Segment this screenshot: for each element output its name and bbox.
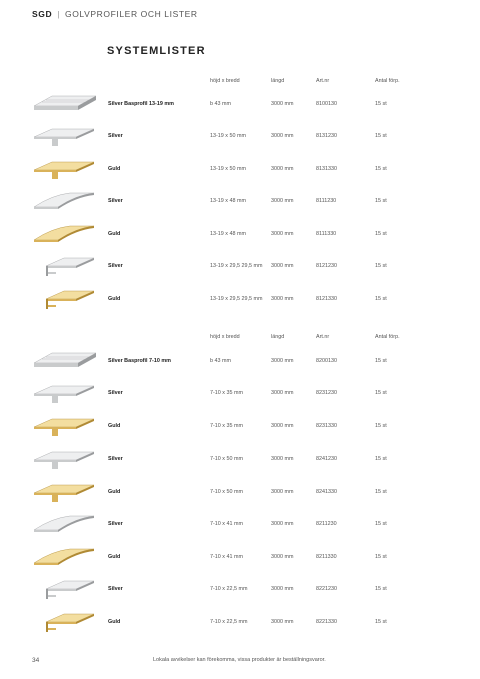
product-length: 3000 mm: [271, 296, 294, 302]
product-article-number: 8131330: [316, 166, 337, 172]
product-article-number: 8121330: [316, 296, 337, 302]
page-header: [32, 9, 198, 19]
product-name: Silver Basprofil 13-19 mm: [108, 101, 174, 107]
product-length: 3000 mm: [271, 263, 294, 269]
product-quantity: 15 st: [375, 296, 387, 302]
product-name: Guld: [108, 619, 121, 625]
product-quantity: 15 st: [375, 263, 387, 269]
product-quantity: 15 st: [375, 489, 387, 495]
product-quantity: 15 st: [375, 198, 387, 204]
product-dimensions: 7-10 x 50 mm: [210, 456, 243, 462]
product-article-number: 8241230: [316, 456, 337, 462]
table-row: [0, 517, 480, 531]
table-row: [0, 354, 480, 368]
product-dimensions: 7-10 x 41 mm: [210, 554, 243, 560]
product-name: Guld: [108, 231, 121, 237]
product-length: 3000 mm: [271, 586, 294, 592]
product-quantity: 15 st: [375, 390, 387, 396]
table-row: [0, 259, 480, 273]
product-name: Silver: [108, 133, 123, 139]
product-length: 3000 mm: [271, 231, 294, 237]
header-separator: |: [57, 9, 61, 19]
product-article-number: 8121230: [316, 263, 337, 269]
column-header-dimensions: höjd x bredd: [210, 78, 240, 84]
column-header-quantity: Antal förp.: [375, 334, 400, 340]
product-article-number: 8100130: [316, 101, 337, 107]
product-dimensions: 7-10 x 41 mm: [210, 521, 243, 527]
product-article-number: 8111230: [316, 198, 337, 204]
table-row: [0, 419, 480, 433]
product-quantity: 15 st: [375, 133, 387, 139]
product-length: 3000 mm: [271, 489, 294, 495]
column-header-article: Art.nr: [316, 334, 330, 340]
product-dimensions: b 43 mm: [210, 358, 231, 364]
page-title: SYSTEMLISTER: [107, 45, 206, 57]
column-header-length: längd: [271, 334, 285, 340]
table-row: [0, 550, 480, 564]
product-article-number: 8131230: [316, 133, 337, 139]
table-row: [0, 582, 480, 596]
column-header-dimensions: höjd x bredd: [210, 334, 240, 340]
product-name: Silver: [108, 521, 123, 527]
product-dimensions: 13-19 x 50 mm: [210, 133, 246, 139]
table-row: [0, 452, 480, 466]
product-quantity: 15 st: [375, 101, 387, 107]
product-name: Silver: [108, 390, 123, 396]
footer-note: Lokala avvikelser kan förekomma, vissa produkter är beställningsvaror.: [153, 657, 326, 663]
product-article-number: 8211230: [316, 521, 337, 527]
product-dimensions: 13-19 x 29,5 29,5 mm: [210, 263, 263, 269]
product-dimensions: 7-10 x 35 mm: [210, 390, 243, 396]
table-row: [0, 194, 480, 208]
table-row: [0, 386, 480, 400]
product-dimensions: 13-19 x 50 mm: [210, 166, 246, 172]
product-name: Guld: [108, 489, 121, 495]
product-quantity: 15 st: [375, 358, 387, 364]
product-article-number: 8111330: [316, 231, 337, 237]
product-name: Silver: [108, 456, 123, 462]
product-dimensions: 13-19 x 48 mm: [210, 231, 246, 237]
product-article-number: 8231230: [316, 390, 337, 396]
table-row: [0, 162, 480, 176]
column-header-length: längd: [271, 78, 285, 84]
product-article-number: 8211330: [316, 554, 337, 560]
product-length: 3000 mm: [271, 423, 294, 429]
product-dimensions: 7-10 x 22,5 mm: [210, 586, 248, 592]
page-number: 34: [32, 657, 40, 664]
table-row: [0, 97, 480, 111]
column-header-quantity: Antal förp.: [375, 78, 400, 84]
product-article-number: 8221230: [316, 586, 337, 592]
product-length: 3000 mm: [271, 101, 294, 107]
product-name: Silver: [108, 198, 123, 204]
product-name: Silver Basprofil 7-10 mm: [108, 358, 171, 364]
product-length: 3000 mm: [271, 456, 294, 462]
product-quantity: 15 st: [375, 166, 387, 172]
product-name: Guld: [108, 423, 121, 429]
product-length: 3000 mm: [271, 554, 294, 560]
product-name: Guld: [108, 554, 121, 560]
product-length: 3000 mm: [271, 166, 294, 172]
product-length: 3000 mm: [271, 133, 294, 139]
product-article-number: 8231330: [316, 423, 337, 429]
product-dimensions: 13-19 x 48 mm: [210, 198, 246, 204]
product-dimensions: b 43 mm: [210, 101, 231, 107]
section-label: GOLVPROFILER OCH LISTER: [64, 9, 198, 19]
table-row: [0, 615, 480, 629]
product-name: Silver: [108, 263, 123, 269]
product-name: Silver: [108, 586, 123, 592]
product-name: Guld: [108, 296, 121, 302]
product-article-number: 8221330: [316, 619, 337, 625]
product-length: 3000 mm: [271, 521, 294, 527]
product-name: Guld: [108, 166, 121, 172]
brand-label: SGD: [32, 9, 53, 19]
product-article-number: 8200130: [316, 358, 337, 364]
product-length: 3000 mm: [271, 358, 294, 364]
product-article-number: 8241330: [316, 489, 337, 495]
product-dimensions: 7-10 x 22,5 mm: [210, 619, 248, 625]
product-quantity: 15 st: [375, 521, 387, 527]
column-header-article: Art.nr: [316, 78, 330, 84]
product-length: 3000 mm: [271, 390, 294, 396]
product-quantity: 15 st: [375, 586, 387, 592]
product-quantity: 15 st: [375, 456, 387, 462]
product-quantity: 15 st: [375, 231, 387, 237]
product-quantity: 15 st: [375, 619, 387, 625]
group1-column-headers: [0, 74, 480, 88]
table-row: [0, 292, 480, 306]
product-quantity: 15 st: [375, 423, 387, 429]
group2-column-headers: [0, 330, 480, 344]
product-quantity: 15 st: [375, 554, 387, 560]
product-dimensions: 13-19 x 29,5 29,5 mm: [210, 296, 263, 302]
product-length: 3000 mm: [271, 619, 294, 625]
product-length: 3000 mm: [271, 198, 294, 204]
product-dimensions: 7-10 x 50 mm: [210, 489, 243, 495]
table-row: [0, 485, 480, 499]
table-row: [0, 129, 480, 143]
product-dimensions: 7-10 x 35 mm: [210, 423, 243, 429]
table-row: [0, 227, 480, 241]
